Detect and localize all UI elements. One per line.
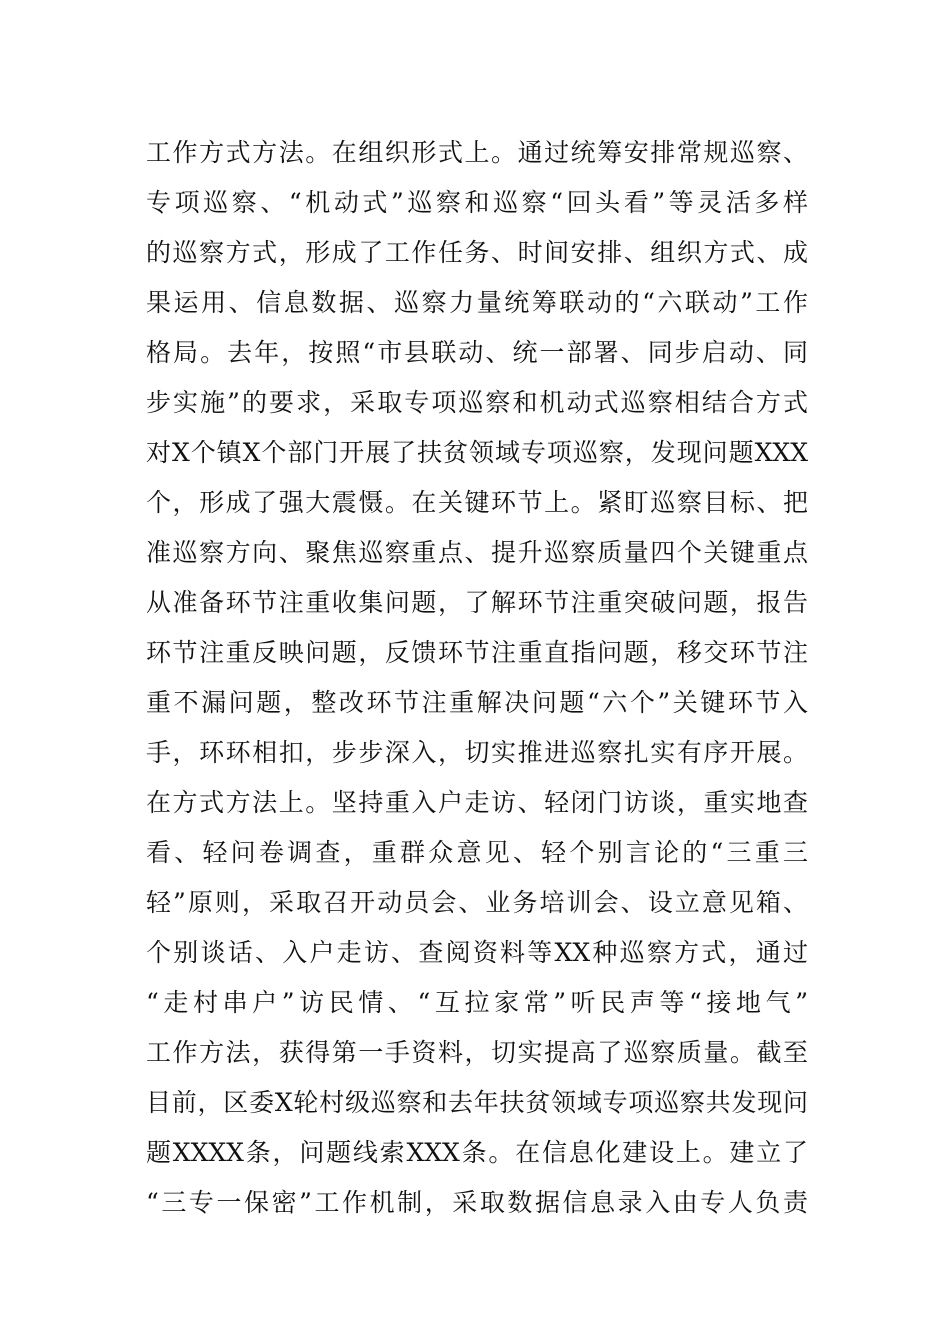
text-line: 工作方法，获得第一手资料，切实提高了巡察质量。截至 bbox=[146, 1038, 808, 1067]
text-line: 环节注重反映问题，反馈环节注重直指问题，移交环节注 bbox=[146, 638, 808, 667]
text-line: 目前，区委X轮村级巡察和去年扶贫领域专项巡察共发现问 bbox=[146, 1088, 808, 1117]
text-line: 轻”原则，采取召开动员会、业务培训会、设立意见箱、 bbox=[146, 888, 808, 917]
text-line: 手，环环相扣，步步深入，切实推进巡察扎实有序开展。 bbox=[146, 738, 808, 767]
text-line: 看、轻问卷调查，重群众意见、轻个别言论的“三重三 bbox=[146, 838, 808, 867]
text-line: 在方式方法上。坚持重入户走访、轻闭门访谈，重实地查 bbox=[146, 788, 808, 817]
body-text bbox=[146, 128, 808, 1228]
text-line: “走村串户”访民情、“互拉家常”听民声等“接地气” bbox=[146, 988, 808, 1017]
text-line: 从准备环节注重收集问题，了解环节注重突破问题，报告 bbox=[146, 588, 808, 617]
text-line: 个别谈话、入户走访、查阅资料等XX种巡察方式，通过 bbox=[146, 938, 808, 967]
text-line: 的巡察方式，形成了工作任务、时间安排、组织方式、成 bbox=[146, 238, 808, 267]
text-line: 专项巡察、“机动式”巡察和巡察“回头看”等灵活多样 bbox=[146, 188, 808, 217]
text-line: 工作方式方法。在组织形式上。通过统筹安排常规巡察、 bbox=[146, 138, 808, 167]
text-line: 果运用、信息数据、巡察力量统筹联动的“六联动”工作 bbox=[146, 288, 808, 317]
text-line: 重不漏问题，整改环节注重解决问题“六个”关键环节入 bbox=[146, 688, 808, 717]
text-line: 格局。去年，按照“市县联动、统一部署、同步启动、同 bbox=[146, 338, 808, 367]
text-line: 对X个镇X个部门开展了扶贫领域专项巡察，发现问题XXX bbox=[146, 438, 808, 467]
text-line: 个，形成了强大震慑。在关键环节上。紧盯巡察目标、把 bbox=[146, 488, 808, 517]
text-line: 准巡察方向、聚焦巡察重点、提升巡察质量四个关键重点 bbox=[146, 538, 808, 567]
text-line: 步实施”的要求，采取专项巡察和机动式巡察相结合方式 bbox=[146, 388, 808, 417]
text-line: 题XXXX条，问题线索XXX条。在信息化建设上。建立了 bbox=[146, 1138, 808, 1167]
text-line: “三专一保密”工作机制，采取数据信息录入由专人负责 bbox=[146, 1188, 808, 1217]
